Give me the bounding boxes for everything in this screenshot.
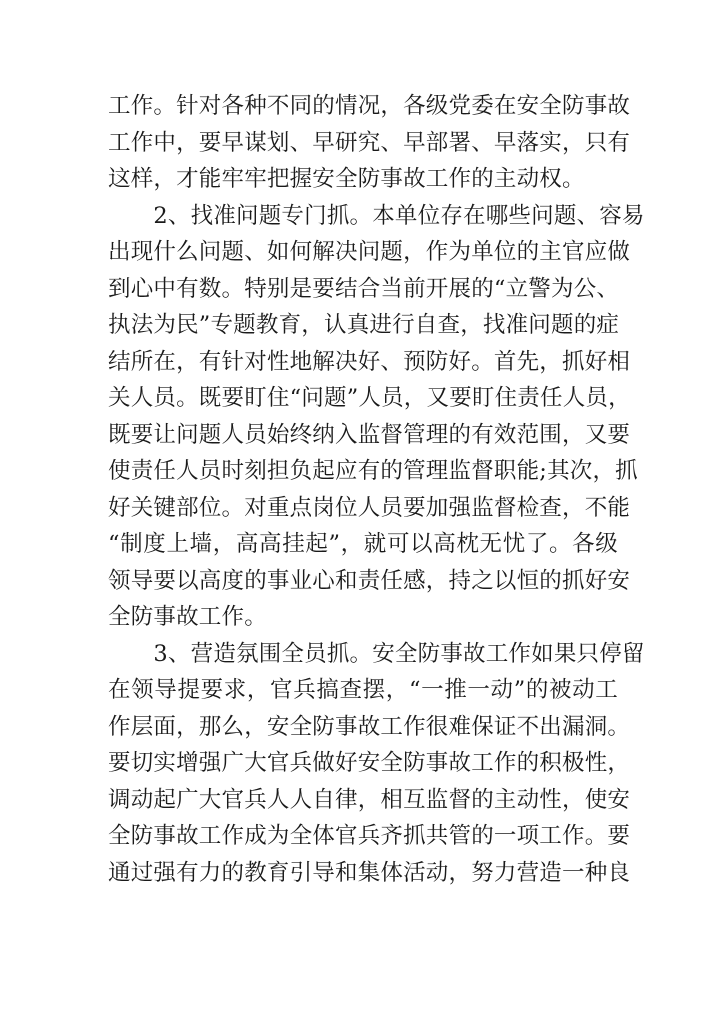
text-line: 3、营造氛围全员抓。安全防事故工作如果只停留 xyxy=(108,640,645,667)
text-line: 关人员。既要盯住“问题”人员，又要盯住责任人员， xyxy=(108,385,631,411)
text-line: 全防事故工作成为全体官兵齐抓共管的一项工作。要 xyxy=(108,823,631,849)
text-line: 全防事故工作。 xyxy=(108,604,267,630)
text-line: 好关键部位。对重点岗位人员要加强监督检查，不能 xyxy=(108,494,631,521)
text-line: 作层面，那么，安全防事故工作很难保证不出漏洞。 xyxy=(108,713,631,740)
text-line: 使责任人员时刻担负起应有的管理监督职能;其次，抓 xyxy=(108,458,638,484)
body-text xyxy=(108,88,645,891)
text-line: 通过强有力的教育引导和集体活动，努力营造一种良 xyxy=(108,859,631,886)
text-line: 结所在，有针对性地解决好、预防好。首先，抓好相 xyxy=(108,348,631,375)
text-line: 工作中，要早谋划、早研究、早部署、早落实，只有 xyxy=(108,129,631,156)
text-line: 既要让问题人员始终纳入监督管理的有效范围，又要 xyxy=(108,421,631,448)
text-line: 调动起广大官兵人人自律，相互监督的主动性，使安 xyxy=(108,786,631,813)
text-line: 执法为民”专题教育，认真进行自查，找准问题的症 xyxy=(108,312,620,338)
text-line: “制度上墙，高高挂起”，就可以高枕无忧了。各级 xyxy=(108,531,618,557)
text-line: 工作。针对各种不同的情况，各级党委在安全防事故 xyxy=(108,93,631,119)
text-line: 2、找准问题专门抓。本单位存在哪些问题、容易 xyxy=(108,202,645,229)
text-line: 在领导提要求，官兵搞查摆，“一推一动”的被动工 xyxy=(108,677,618,703)
text-line: 这样，才能牢牢把握安全防事故工作的主动权。 xyxy=(108,166,585,192)
text-line: 领导要以高度的事业心和责任感，持之以恒的抓好安 xyxy=(108,567,631,594)
text-line: 到心中有数。特别是要结合当前开展的“立警为公、 xyxy=(108,275,620,302)
text-line: 出现什么问题、如何解决问题，作为单位的主官应做 xyxy=(108,239,631,265)
text-line: 要切实增强广大官兵做好安全防事故工作的积极性， xyxy=(108,750,631,776)
